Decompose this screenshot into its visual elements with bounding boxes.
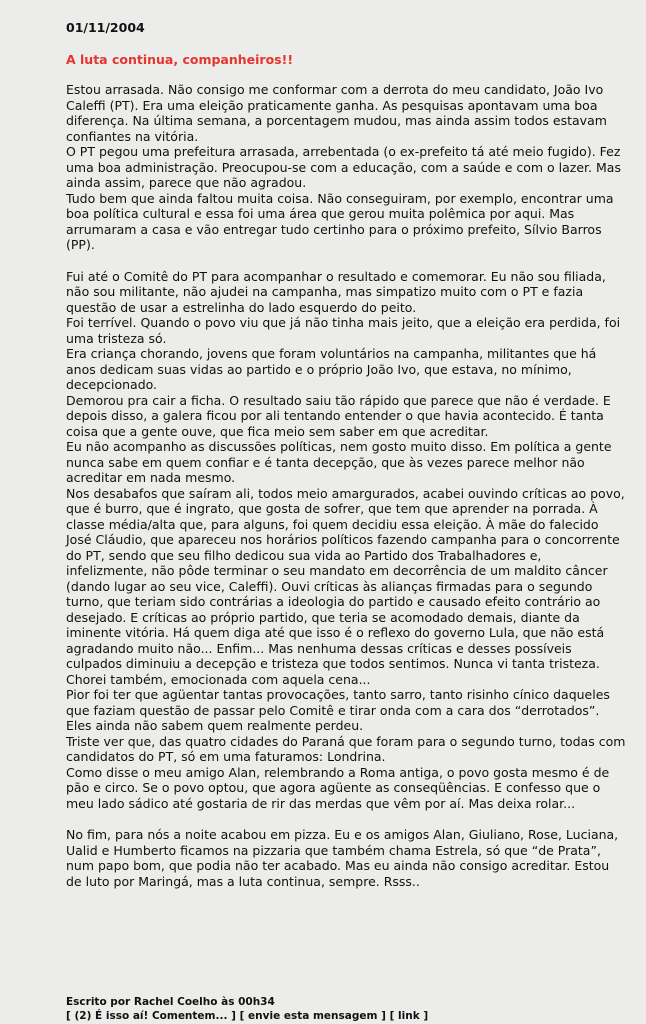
post-paragraph: Triste ver que, das quatro cidades do Paraná que foram para o segundo turno, todas com candidatos do PT, só em uma faturamos: Londrina. <box>66 733 626 764</box>
post-date: 01/11/2004 <box>66 20 145 35</box>
blog-post <box>66 18 626 889</box>
post-links <box>66 1010 428 1023</box>
post-title: A luta continua, companheiros!! <box>66 52 294 67</box>
comments-link[interactable]: (2) É isso aí! Comentem... <box>74 1010 228 1022</box>
post-paragraph: Era criança chorando, jovens que foram voluntários na campanha, militantes que há anos dedicam suas vidas ao partido e o próprio João Ivo, que estava, no mínimo, decepcionado. <box>66 346 597 392</box>
post-paragraph: O PT pegou uma prefeitura arrasada, arrebentada (o ex-prefeito tá até meio fugido). Fez uma boa administração. Preocupou-se com a educação, com a saúde e com o lazer. Mas ainda assim, parece que não agradou. <box>66 144 621 190</box>
post-paragraph: Eu não acompanho as discussões políticas, nem gosto muito disso. Em política a gente nunca sabe em quem confiar e é tanta decepção, que às vezes parece melhor não acreditar em nada mesmo. <box>66 439 612 485</box>
post-paragraph: Pior foi ter que agüentar tantas provocações, tanto sarro, tanto risinho cínico daqueles que faziam questão de passar pelo Comitê e tirar onda com a cara dos “derrotados”. Eles ainda não sabem quem realmente perdeu. <box>66 687 610 733</box>
paragraph-gap <box>66 253 626 269</box>
post-paragraph: Foi terrível. Quando o povo viu que já não tinha mais jeito, que a eleição era perdida, foi uma tristeza só. <box>66 315 621 346</box>
permalink-link[interactable]: link <box>398 1010 420 1022</box>
bracket-open: [ <box>66 1010 75 1022</box>
send-message-link[interactable]: envie esta mensagem <box>248 1010 378 1022</box>
post-paragraph: Fui até o Comitê do PT para acompanhar o resultado e comemorar. Eu não sou filiada, não sou militante, não ajudei na campanha, mas simpatizo muito com o PT e fazia questão de usar a estrelinha do lado esquerdo do peito. <box>66 268 606 315</box>
bracket-close: ] <box>419 1010 429 1022</box>
paragraph-gap <box>66 811 626 827</box>
post-body <box>66 82 626 889</box>
post-paragraph: Demorou pra cair a ficha. O resultado saiu tão rápido que parece que não é verdade. E depois disso, a galera ficou por ali tentando entender o que havia acontecido. É tanta coisa que a gente ouve, que fica meio sem saber em que acreditar. <box>66 392 611 439</box>
bracket-separator: ] [ <box>227 1010 249 1022</box>
post-paragraph: Como disse o meu amigo Alan, relembrando a Roma antiga, o povo gosta mesmo é de pão e circo. Se o povo optou, que agora agüente as conseqüências. E confesso que o meu lado sádico até gostaria de rir das merdas que vêm por aí. Mas deixa rolar... <box>66 764 610 811</box>
post-paragraph: Estou arrasada. Não consigo me conformar com a derrota do meu candidato, João Ivo Caleffi (PT). Era uma eleição praticamente ganha. As pesquisas apontavam uma boa diferença. Na última semana, a porcentagem mudou, mas ainda assim todos estavam confiantes na vitória. <box>66 82 607 144</box>
post-byline: Escrito por Rachel Coelho às 00h34 <box>66 996 275 1008</box>
bracket-separator: ] [ <box>377 1010 399 1022</box>
post-paragraph: Tudo bem que ainda faltou muita coisa. Não conseguiram, por exemplo, encontrar uma boa política cultural e essa foi uma área que gerou muita polêmica por aqui. Mas arrumaram a casa e vão entregar tudo certinho para o próximo prefeito, Sílvio Barros (PP). <box>66 190 614 252</box>
post-paragraph: No fim, para nós a noite acabou em pizza. Eu e os amigos Alan, Giuliano, Rose, Luciana, Ualid e Humberto ficamos na pizzaria que também chama Estrela, só que “de Prata”, num papo bom, que podia não ter acabado. Mas eu ainda não consigo acreditar. Estou de luto por Maringá, mas a luta continua, sempre. Rsss.. <box>66 827 619 889</box>
post-paragraph: Nos desabafos que saíram ali, todos meio amargurados, acabei ouvindo críticas ao povo, que é burro, que é ingrato, que gosta de sofrer, que tem que aprender na porrada. À classe média/alta que, para alguns, foi quem decidiu essa eleição. À mãe do falecido José Cláudio, que apareceu nos horários políticos fazendo campanha para o concorrente do PT, sendo que seu filho dedicou sua vida ao Partido dos Trabalhadores e, infelizmente, não pôde terminar o seu mandato em decorrência de um maldito câncer (dando lugar ao seu vice, Caleffi). Ouvi críticas às alianças firmadas para o segundo turno, que teriam sido contrárias a ideologia do partido e causado efeito contrário ao desejado. E críticas ao próprio partido, que teria se acomodado demais, diante da iminente vitória. Há quem diga até que isso é o reflexo do governo Lula, que não está agradando muito não... Enfim... Mas nenhuma dessas críticas e desses possíveis culpados diminuiu a decepção e tristeza que todos sentimos. Nunca vi tanta tristeza. Chorei também, emocionada com aquela cena... <box>66 485 625 687</box>
